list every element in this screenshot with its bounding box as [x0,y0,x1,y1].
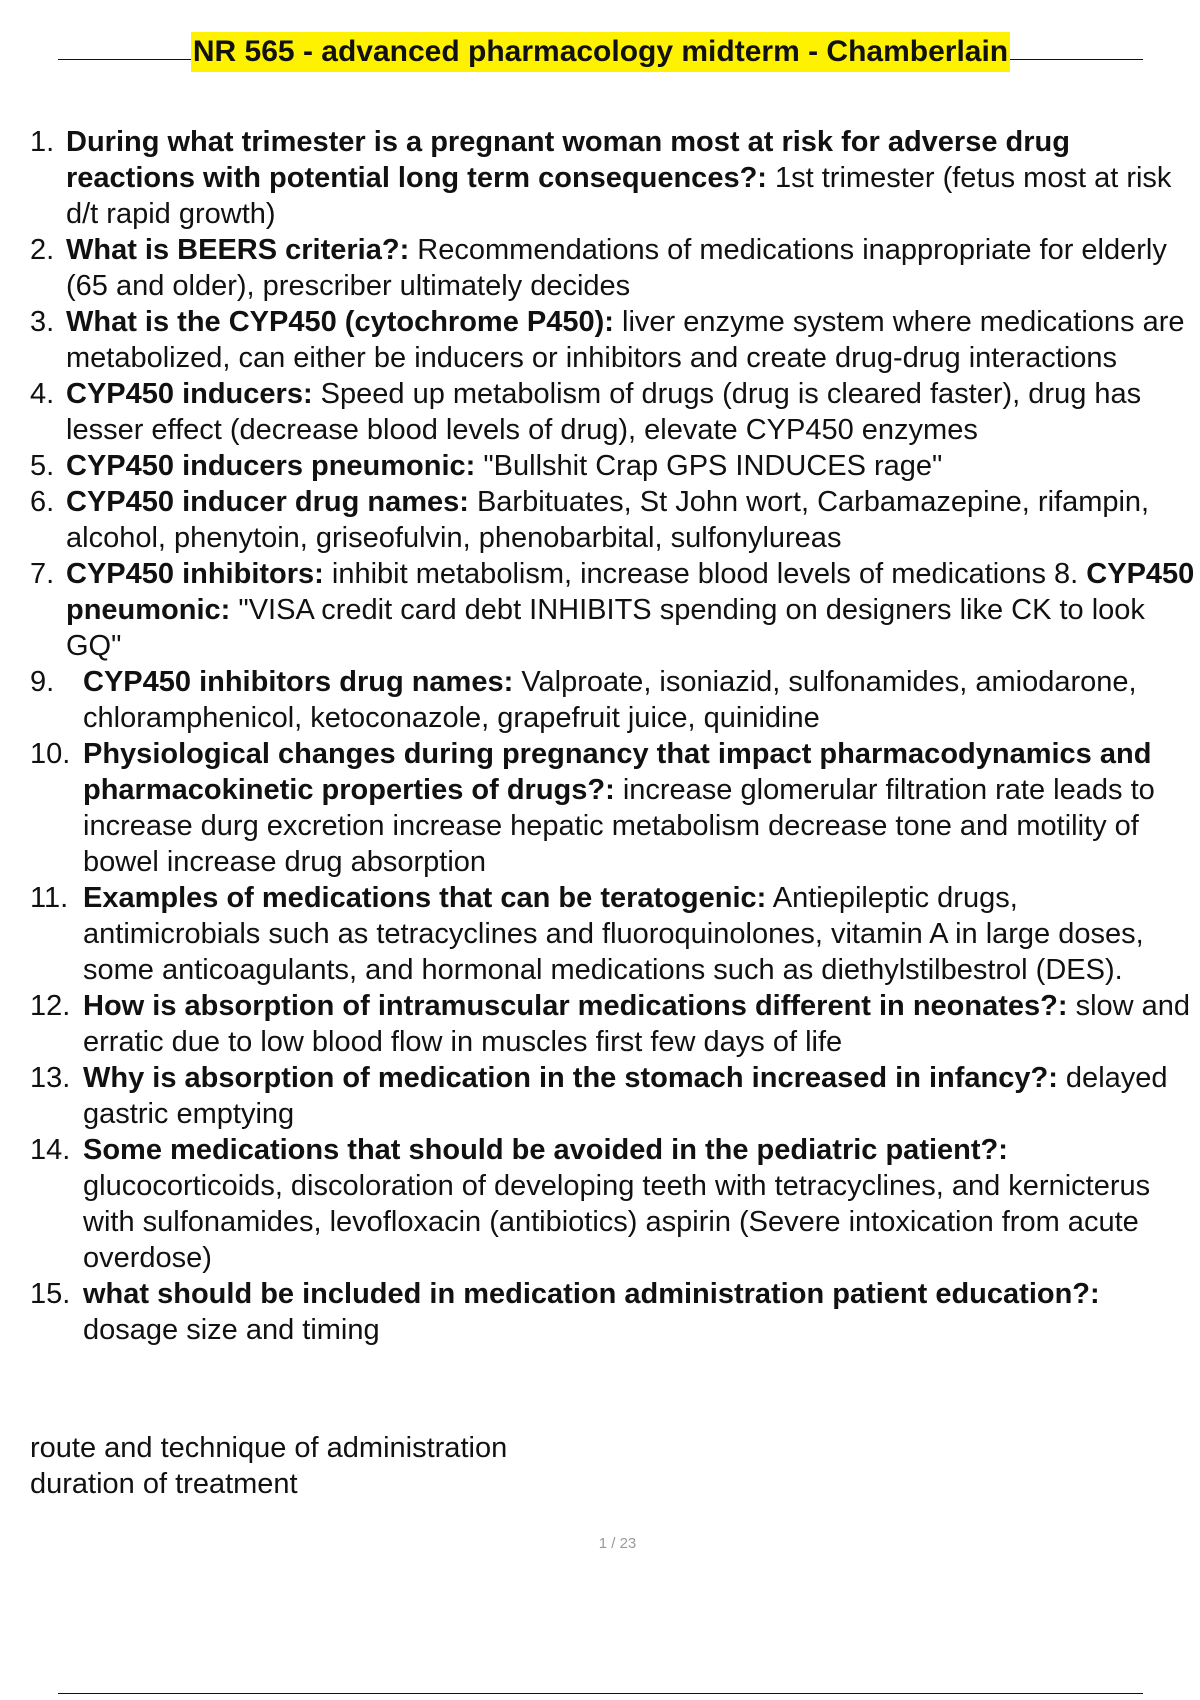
item-question: What is BEERS criteria?: [66,234,410,266]
list-item [0,736,1200,880]
item-answer: inhibit metabolism, increase blood levels of medications 8. [323,558,1079,590]
item-question: CYP450 inhibitors drug names: [83,666,514,698]
item-question: Physiological changes during pregnancy that impact pharmacodynamics and pharmacokinetic properties of drugs?: [83,738,1152,806]
item-answer: dosage size and timing [83,1314,380,1346]
list-item [0,1060,1200,1132]
header-rule-right [1010,59,1143,60]
list-item [0,1276,1200,1348]
continuation-line: duration of treatment [30,1468,298,1500]
list-item [0,304,1200,376]
item-answer: "Bullshit Crap GPS INDUCES rage" [475,450,943,482]
list-item [0,448,1200,484]
item-number: 2. [30,234,55,266]
item-question: CYP450 inducers pneumonic: [66,450,476,482]
item-number: 14. [30,1134,71,1166]
item-question: Why is absorption of medication in the stomach increased in infancy?: [83,1062,1058,1094]
item-question: CYP450 inhibitors: [66,558,324,590]
item-question: What is the CYP450 (cytochrome P450): [66,306,614,338]
list-item [0,232,1200,304]
item-number: 9. [30,666,55,698]
item-answer: Recommendations of medications inappropriate for elderly (65 and older), prescriber ultimately decides [66,234,1167,302]
item-number: 11. [30,882,69,914]
document-title: NR 565 - advanced pharmacology midterm - Chamberlain [191,32,1010,72]
item-answer: Speed up metabolism of drugs (drug is cleared faster), drug has lesser effect (decrease blood levels of drug), elevate CYP450 enzymes [66,378,1142,446]
item-question: CYP450 inducers: [66,378,313,410]
continuation-line: route and technique of administration [30,1432,508,1464]
item-question: CYP450 inducer drug names: [66,486,469,518]
item-number: 6. [30,486,55,518]
item-answer: increase glomerular filtration rate leads to increase durg excretion increase hepatic metabolism decrease tone and motility of bowel increase drug absorption [83,774,1155,878]
item-question: Examples of medications that can be teratogenic: [83,882,767,914]
item-question: what should be included in medication administration patient education?: [83,1278,1100,1310]
list-item [0,664,1200,736]
item-question: How is absorption of intramuscular medications different in neonates?: [83,990,1068,1022]
footer-rule [58,1693,1143,1694]
item-question: Some medications that should be avoided in the pediatric patient?: [83,1134,1008,1166]
item-answer: 1st trimester (fetus most at risk d/t rapid growth) [66,162,1172,230]
item-number: 3. [30,306,55,338]
list-item [0,556,1200,664]
list-item [0,376,1200,448]
list-item [0,880,1200,988]
question-list [0,124,1200,1348]
item-question: During what trimester is a pregnant woman most at risk for adverse drug reactions with potential long term consequences?: [66,126,1070,194]
list-item [0,484,1200,556]
list-item [0,1132,1200,1276]
item-number: 12. [30,990,71,1022]
item-answer: liver enzyme system where medications are metabolized, can either be inducers or inhibitors and create drug-drug interactions [66,306,1185,374]
item-number: 13. [30,1062,71,1094]
item-answer: Valproate, isoniazid, sulfonamides, amiodarone, chloramphenicol, ketoconazole, grapefruit juice, quinidine [83,666,1137,734]
header-rule-left [58,59,191,60]
list-item [0,124,1200,232]
item-number: 10. [30,738,71,770]
document-header [58,30,1143,74]
item-answer: delayed gastric emptying [83,1062,1168,1130]
page-indicator: 1 / 23 [598,1535,637,1552]
item-answer: glucocorticoids, discoloration of developing teeth with tetracyclines, and kernicterus with sulfonamides, levofloxacin (antibiotics) aspirin (Severe intoxication from acute overdose) [83,1170,1151,1274]
item-question-secondary: CYP450 pneumonic: [66,558,1195,626]
list-item [0,988,1200,1060]
item-answer: Barbituates, St John wort, Carbamazepine, rifampin, alcohol, phenytoin, griseofulvin, phenobarbital, sulfonylureas [66,486,1150,554]
item-answer: Antiepileptic drugs, antimicrobials such as tetracyclines and fluoroquinolones, vitamin A in large doses, some anticoagulants, and hormonal medications such as diethylstilbestrol (DES). [83,882,1144,986]
item-number: 7. [30,558,55,590]
item-answer: slow and erratic due to low blood flow in muscles first few days of life [83,990,1191,1058]
item-number: 4. [30,378,55,410]
item-number: 15. [30,1278,71,1310]
item-answer-secondary: "VISA credit card debt INHIBITS spending on designers like CK to look GQ" [66,594,1145,662]
item-number: 5. [30,450,55,482]
item-number: 1. [30,126,55,158]
